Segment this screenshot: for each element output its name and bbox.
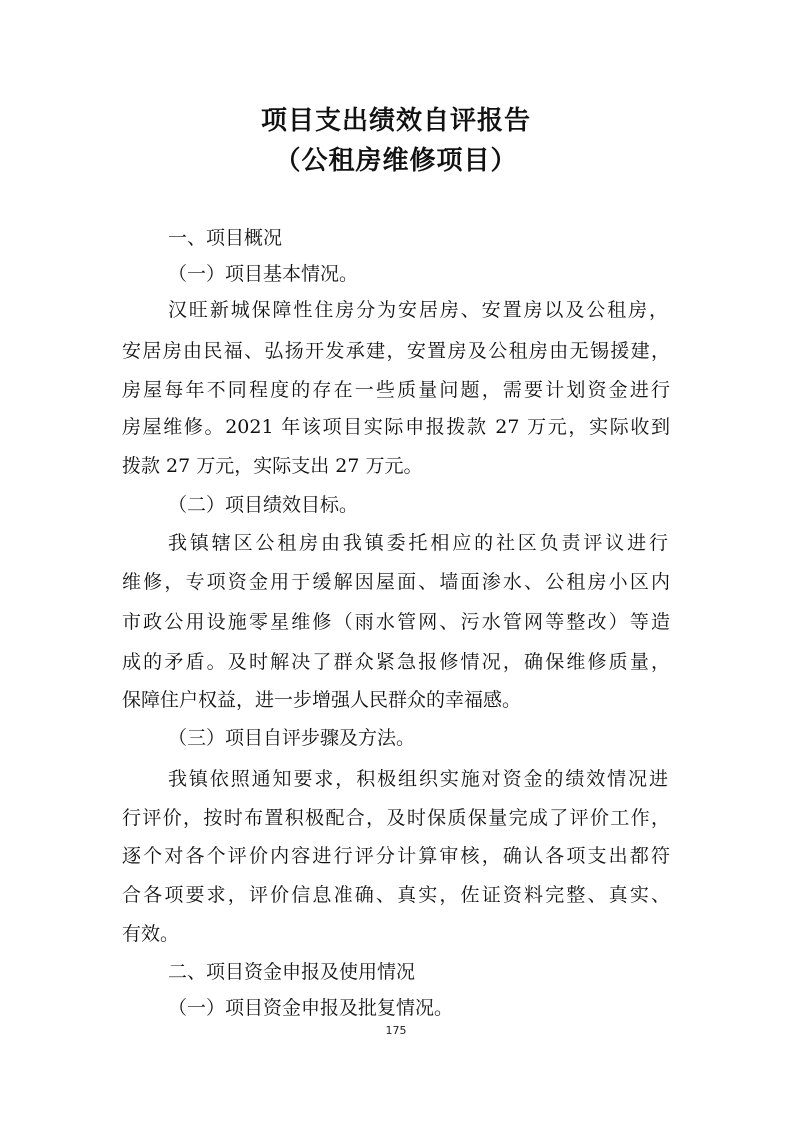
report-title: 项目支出绩效自评报告 — [260, 106, 531, 136]
section-heading-2: 二、项目资金申报及使用情况 — [168, 961, 416, 983]
subsection-heading-2-1: （一）项目资金申报及批复情况。 — [168, 997, 454, 1019]
subsection-heading-1-3: （三）项目自评步骤及方法。 — [168, 727, 416, 749]
paragraph-line: 房屋维修。2021 年该项目实际申报拨款 27 万元，实际收到 — [122, 416, 670, 438]
paragraph-line: 维修，专项资金用于缓解因屋面、墙面渗水、公租房小区内 — [122, 571, 670, 593]
paragraph-line: 汉旺新城保障性住房分为安居房、安置房以及公租房， — [168, 299, 668, 321]
paragraph-line: 合各项要求，评价信息准确、真实，佐证资料完整、真实、 — [122, 884, 670, 906]
paragraph-line: 安居房由民福、弘扬开发承建，安置房及公租房由无锡援建， — [122, 340, 670, 362]
paragraph-line: 市政公用设施零星维修（雨水管网、污水管网等整改）等造 — [122, 611, 670, 633]
paragraph-line: 我镇辖区公租房由我镇委托相应的社区负责评议进行 — [168, 532, 668, 554]
paragraph-line: 逐个对各个评价内容进行评分计算审核，确认各项支出都符 — [122, 845, 670, 867]
page-number: 175 — [385, 1024, 407, 1037]
report-subtitle: （公租房维修项目） — [274, 146, 518, 176]
paragraph-line: 行评价，按时布置积极配合，及时保质保量完成了评价工作， — [122, 807, 670, 829]
subsection-heading-1-2: （二）项目绩效目标。 — [168, 494, 359, 516]
paragraph-line: 有效。 — [122, 923, 180, 945]
paragraph-line: 房屋每年不同程度的存在一些质量问题，需要计划资金进行 — [122, 379, 670, 401]
paragraph-line: 保障住户权益，进一步增强人民群众的幸福感。 — [122, 689, 522, 711]
subsection-heading-1-1: （一）项目基本情况。 — [168, 263, 359, 285]
paragraph-line: 我镇依照通知要求，积极组织实施对资金的绩效情况进 — [168, 768, 668, 790]
paragraph-line: 拨款 27 万元，实际支出 27 万元。 — [122, 455, 423, 477]
paragraph-line: 成的矛盾。及时解决了群众紧急报修情况，确保维修质量， — [122, 651, 670, 673]
section-heading-1: 一、项目概况 — [168, 227, 283, 249]
